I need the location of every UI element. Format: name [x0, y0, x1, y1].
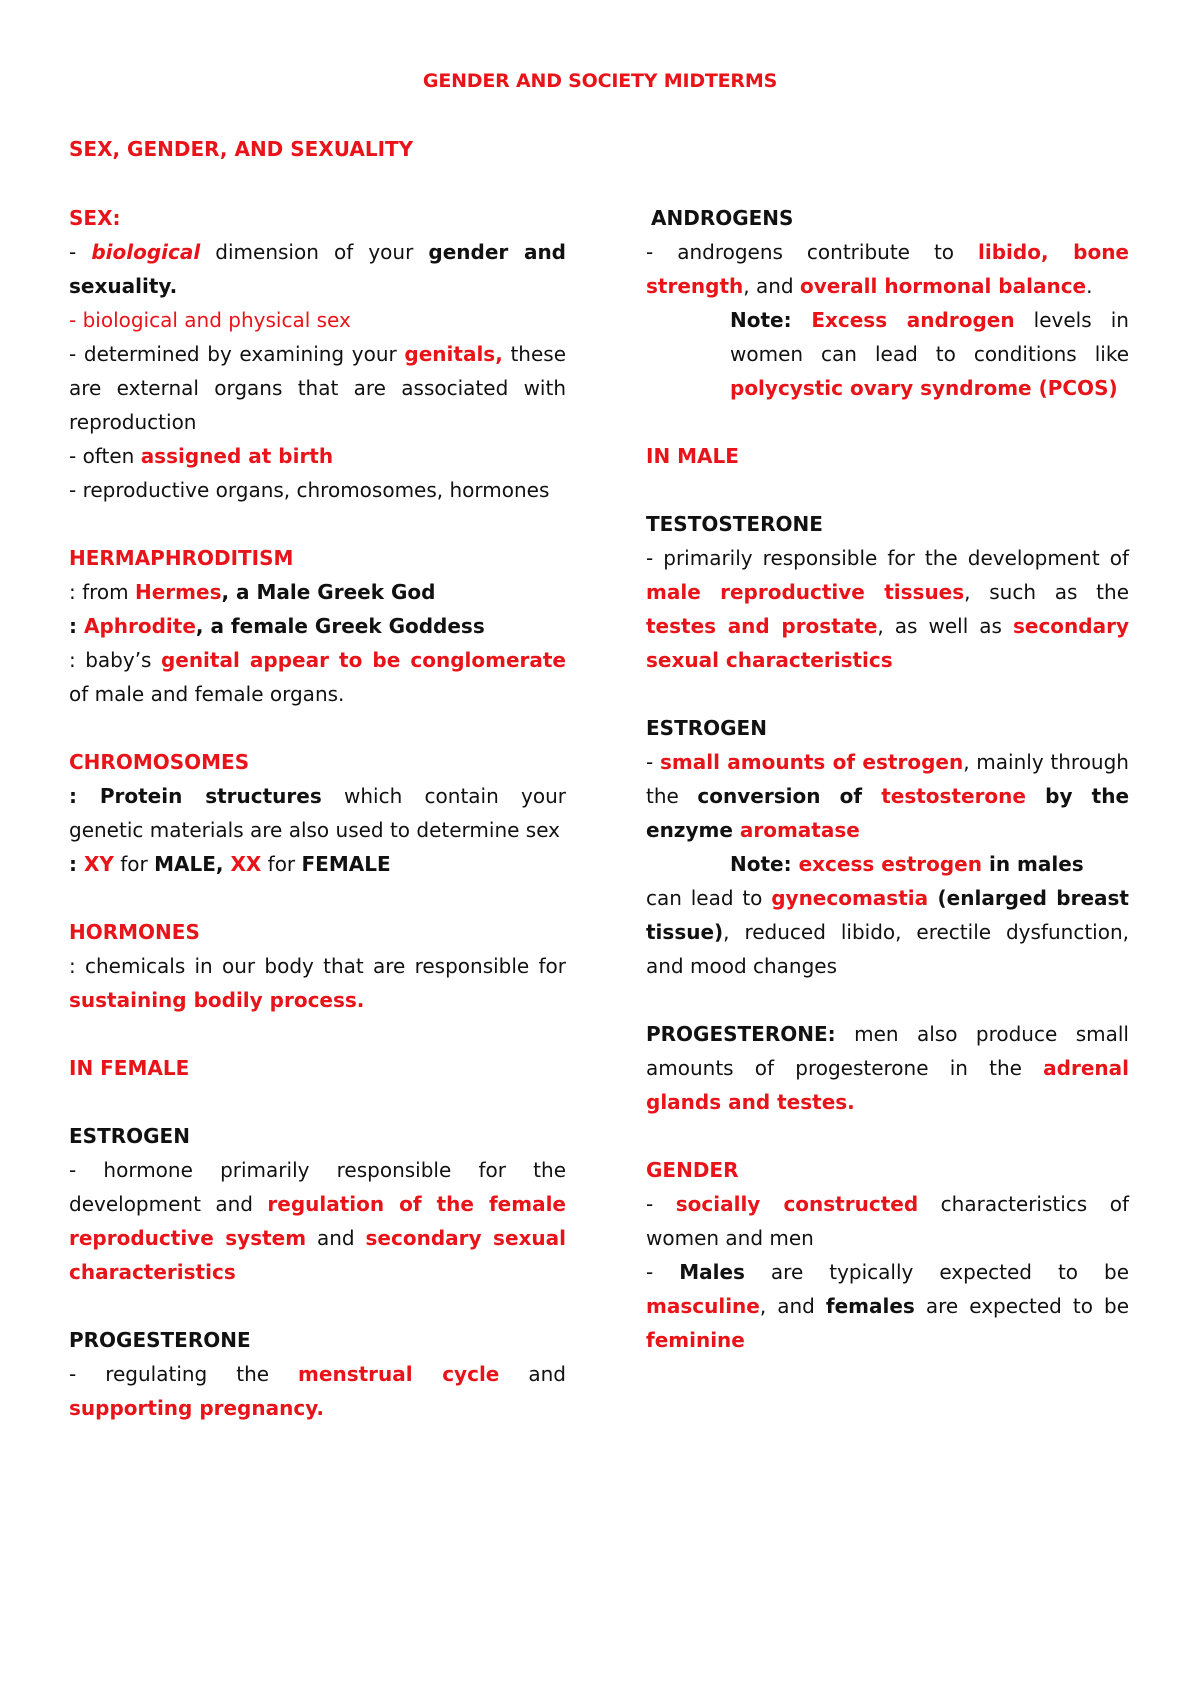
- gender-line-2: [646, 1255, 1129, 1357]
- highlight: testes and prostate: [646, 614, 878, 638]
- spacer: [69, 881, 566, 915]
- highlight: excess estrogen: [798, 852, 982, 876]
- male-estrogen-line-1: [646, 745, 1129, 847]
- text: : baby’s: [69, 648, 161, 672]
- male-estrogen-note: [646, 847, 1129, 881]
- text: and: [499, 1362, 566, 1386]
- sex-line-1: [69, 235, 566, 303]
- gender-heading: GENDER: [646, 1158, 739, 1182]
- spacer: [69, 507, 566, 541]
- spacer: [646, 1119, 1129, 1153]
- highlight: regulation of the female reproductive system: [69, 1192, 566, 1250]
- highlight: XY: [83, 852, 114, 876]
- sex-line-5: - reproductive organs, chromosomes, hormones: [69, 478, 550, 502]
- bold-text: females: [825, 1294, 915, 1318]
- bold-text: FEMALE: [301, 852, 391, 876]
- text: , reduced libido, erectile dysfunction, and mood changes: [646, 920, 1129, 978]
- bold-text: by the enzyme: [646, 784, 1130, 842]
- text: for: [261, 852, 302, 876]
- highlight: menstrual cycle: [298, 1362, 500, 1386]
- text: -: [69, 240, 92, 264]
- sex-line-4: [69, 439, 566, 473]
- in-male-heading: IN MALE: [646, 444, 739, 468]
- bold-text: ,: [215, 852, 231, 876]
- section-title: SEX, GENDER, AND SEXUALITY: [69, 137, 414, 161]
- herm-line-2: [69, 609, 566, 643]
- highlight: genital appear to be conglomerate: [160, 648, 566, 672]
- bold-text: gender and sexuality.: [69, 240, 566, 298]
- highlight: aromatase: [739, 818, 860, 842]
- testosterone-heading: TESTOSTERONE: [646, 512, 823, 536]
- text: these are external organs that are associated with reproduction: [69, 342, 566, 434]
- highlight: Hermes: [135, 580, 222, 604]
- text: of male and female organs.: [69, 682, 345, 706]
- highlight: adrenal glands and testes.: [646, 1056, 1129, 1114]
- bold-text: Males: [679, 1260, 745, 1284]
- spacer: [69, 1017, 566, 1051]
- highlight: overall hormonal balance: [799, 274, 1087, 298]
- text: -: [646, 1192, 676, 1216]
- highlight: feminine: [646, 1328, 745, 1352]
- highlight: gynecomastia: [771, 886, 929, 910]
- text: dimension of your: [200, 240, 429, 264]
- text: , mainly through the: [646, 750, 1129, 808]
- hormones-heading: HORMONES: [69, 920, 200, 944]
- text: .: [1086, 274, 1093, 298]
- progesterone-heading: PROGESTERONE: [69, 1328, 251, 1352]
- text: , such as the: [964, 580, 1129, 604]
- herm-line-1: [69, 575, 566, 609]
- spacer: [646, 473, 1129, 507]
- andro-line-1: [646, 235, 1129, 303]
- text: , and: [743, 274, 800, 298]
- male-progesterone-line: [646, 1017, 1129, 1119]
- chrom-line-1: [69, 779, 566, 847]
- highlight: secondary sexual characteristics: [69, 1226, 566, 1284]
- bold-text: , a female Greek Goddess: [195, 614, 485, 638]
- in-female-heading: IN FEMALE: [69, 1056, 190, 1080]
- highlight: sustaining bodily process.: [69, 988, 365, 1012]
- estrogen-heading: ESTROGEN: [69, 1124, 190, 1148]
- document-title: GENDER AND SOCIETY MIDTERMS: [422, 70, 778, 92]
- bold-text: Protein structures: [99, 784, 322, 808]
- highlight: libido, bone strength: [646, 240, 1129, 298]
- spacer: [69, 1289, 566, 1323]
- text: which contain your genetic materials are also used to determine sex: [69, 784, 566, 842]
- text: : from: [69, 580, 135, 604]
- text: : chemicals in our body that are responsible for: [69, 954, 566, 978]
- horm-line-1: [69, 949, 566, 1017]
- highlight: XX: [230, 852, 262, 876]
- left-column: [69, 201, 566, 1425]
- highlight: male reproductive tissues: [646, 580, 965, 604]
- highlight: polycystic ovary syndrome (PCOS): [730, 376, 1118, 400]
- text: are expected to be: [914, 1294, 1129, 1318]
- chrom-line-2: [69, 847, 566, 881]
- text: - androgens contribute to: [646, 240, 979, 264]
- spacer: [646, 983, 1129, 1017]
- text: - determined by examining your: [69, 342, 405, 366]
- highlight: socially constructed: [675, 1192, 919, 1216]
- highlight: supporting pregnancy.: [69, 1396, 324, 1420]
- bold-text: PROGESTERONE:: [646, 1022, 836, 1046]
- bold-text: (enlarged breast tissue): [646, 886, 1129, 944]
- text: characteristics of women and men: [646, 1192, 1130, 1250]
- text: -: [646, 1260, 680, 1284]
- highlight: genitals,: [404, 342, 503, 366]
- text: and: [306, 1226, 366, 1250]
- text: are typically expected to be: [744, 1260, 1130, 1284]
- highlight: Excess androgen: [811, 308, 1015, 332]
- text: - regulating the: [69, 1362, 299, 1386]
- text: can lead to: [646, 886, 772, 910]
- sex-heading: SEX:: [69, 206, 121, 230]
- bold-text: :: [69, 784, 100, 808]
- bold-text: :: [69, 852, 84, 876]
- bold-text: in males: [982, 852, 1084, 876]
- male-estrogen-heading: ESTROGEN: [646, 716, 767, 740]
- herm-line-3: [69, 643, 566, 711]
- highlight: testosterone: [881, 784, 1026, 808]
- note-label: Note:: [730, 852, 799, 876]
- right-column: [646, 201, 1129, 1357]
- highlight: Aphrodite: [83, 614, 196, 638]
- text: men also produce small amounts of progesterone in the: [646, 1022, 1129, 1080]
- text: - often: [69, 444, 141, 468]
- highlight: small amounts of estrogen: [659, 750, 964, 774]
- bold-text: MALE: [154, 852, 216, 876]
- male-estrogen-note-cont: [646, 881, 1129, 983]
- spacer: [646, 405, 1129, 439]
- spacer: [69, 1085, 566, 1119]
- spacer: [646, 677, 1129, 711]
- prog-line-1: [69, 1357, 566, 1425]
- highlight: secondary sexual characteristics: [646, 614, 1129, 672]
- text: , and: [759, 1294, 826, 1318]
- bold-text: conversion of: [697, 784, 882, 808]
- andro-note: [646, 303, 1129, 405]
- bold-text: , a Male Greek God: [221, 580, 436, 604]
- text: - hormone primarily responsible for the development and: [69, 1158, 566, 1216]
- sex-line-3: [69, 337, 566, 439]
- spacer: [69, 711, 566, 745]
- gender-line-1: [646, 1187, 1129, 1255]
- text: - primarily responsible for the development of: [646, 546, 1129, 570]
- highlight: assigned at birth: [140, 444, 334, 468]
- androgens-heading: ANDROGENS: [651, 206, 794, 230]
- highlight: masculine: [646, 1294, 760, 1318]
- sex-line-2: - biological and physical sex: [69, 308, 351, 332]
- bold-text: :: [69, 614, 84, 638]
- note-label: Note:: [730, 308, 812, 332]
- estrogen-line-1: [69, 1153, 566, 1289]
- text: -: [646, 750, 660, 774]
- text: for: [113, 852, 155, 876]
- text: levels in women can lead to conditions like: [730, 308, 1129, 366]
- testo-line-1: [646, 541, 1129, 677]
- text: , as well as: [877, 614, 1013, 638]
- highlight: biological: [91, 240, 201, 264]
- hermaphroditism-heading: HERMAPHRODITISM: [69, 546, 294, 570]
- chromosomes-heading: CHROMOSOMES: [69, 750, 250, 774]
